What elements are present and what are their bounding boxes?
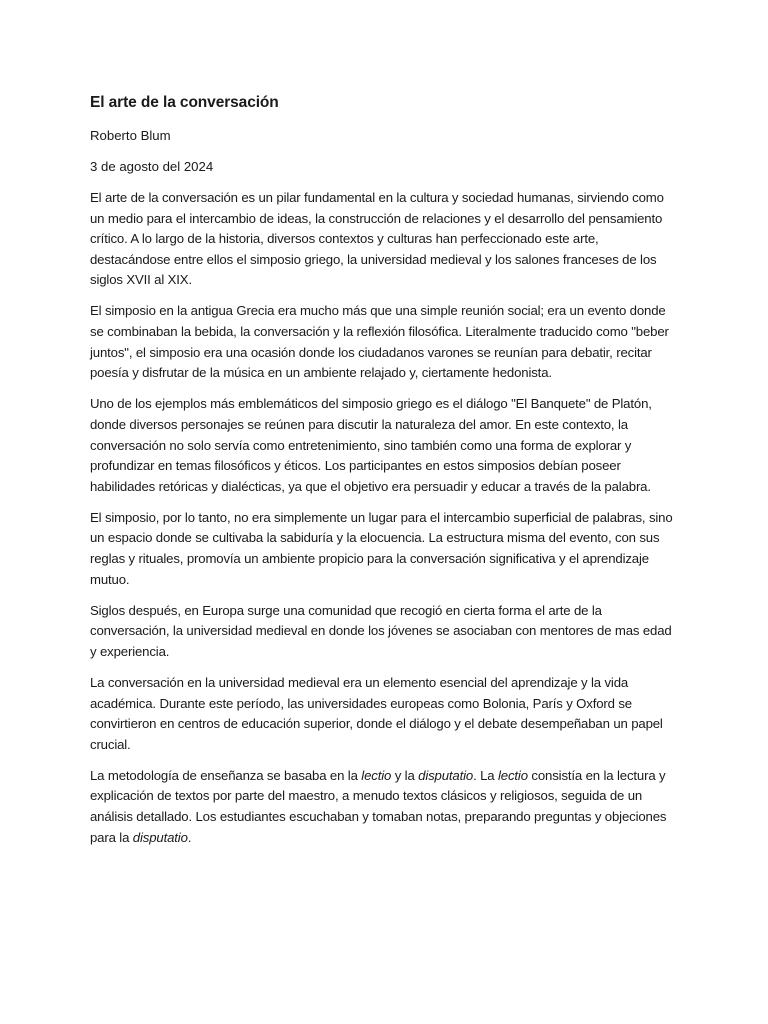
document-title: El arte de la conversación	[90, 94, 279, 111]
paragraph-methodology	[90, 766, 680, 848]
document-author: Roberto Blum	[90, 128, 171, 143]
document-date: 3 de agosto del 2024	[90, 159, 214, 174]
italic-term: lectio	[361, 767, 392, 783]
paragraph: Uno de los ejemplos más emblemáticos del simposio griego es el diálogo "El Banquete" de Platón, donde diversos personajes se reúnen para discutir la naturaleza del amor. En este contexto, la conversación no solo servía como entretenimiento, sino también como una forma de explorar y profundizar en temas filosóficos y éticos. Los participantes en estos simposios debían poseer habilidades retóricas y dialécticas, ya que el objetivo era persuadir y educar a través de la palabra.	[90, 396, 652, 494]
italic-term: disputatio	[132, 829, 188, 845]
document-page	[90, 92, 680, 859]
paragraph-text: .	[187, 829, 192, 845]
paragraph: El simposio, por lo tanto, no era simplemente un lugar para el intercambio superficial de palabras, sino un espacio donde se cultivaba la sabiduría y la elocuencia. La estructura misma del evento, con sus reglas y rituales, promovía un ambiente propicio para la conversación significativa y el aprendizaje mutuo.	[90, 509, 673, 587]
paragraph-text: y la	[391, 767, 419, 783]
paragraph: El arte de la conversación es un pilar fundamental en la cultura y sociedad humanas, sirviendo como un medio para el intercambio de ideas, la construcción de relaciones y el desarrollo del pensamiento crítico. A lo largo de la historia, diversos contextos y culturas han perfeccionado este arte, destacándose entre ellos el simposio griego, la universidad medieval y los salones franceses de los siglos XVII al XIX.	[90, 190, 664, 288]
italic-term: disputatio	[418, 767, 474, 783]
paragraph-text: La metodología de enseñanza se basaba en la	[90, 767, 362, 783]
paragraph: Siglos después, en Europa surge una comunidad que recogió en cierta forma el arte de la conversación, la universidad medieval en donde los jóvenes se asociaban con mentores de mas edad y experiencia.	[90, 602, 672, 659]
paragraph: La conversación en la universidad medieval era un elemento esencial del aprendizaje y la vida académica. Durante este período, las universidades europeas como Bolonia, París y Oxford se convirtieron en centros de educación superior, donde el diálogo y el debate desempeñaban un papel crucial.	[90, 674, 663, 752]
italic-term: lectio	[498, 767, 528, 783]
paragraph: El simposio en la antigua Grecia era mucho más que una simple reunión social; era un evento donde se combinaban la bebida, la conversación y la reflexión filosófica. Literalmente traducido como "beber juntos", el simposio era una ocasión donde los ciudadanos varones se reunían para debatir, recitar poesía y disfrutar de la música en un ambiente relajado y, ciertamente hedonista.	[90, 303, 669, 381]
paragraph-text: . La	[473, 767, 499, 783]
paragraph-text: consistía en la lectura y explicación de textos por parte del maestro, a menudo textos clásicos y religiosos, seguida de un análisis detallado. Los estudiantes escuchaban y tomaban notas, preparando preguntas y objeciones para la	[90, 767, 667, 845]
